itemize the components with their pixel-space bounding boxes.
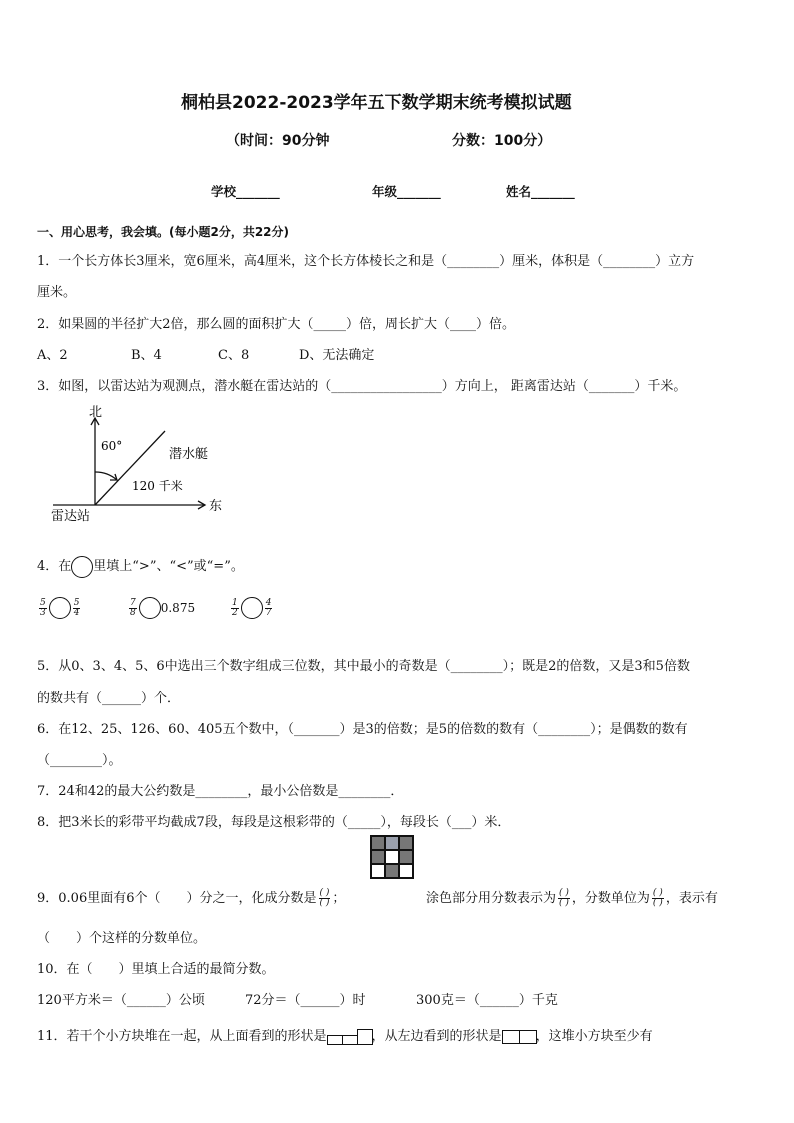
fraction-blank[interactable]: $\frac{( )}{( )}$ [559, 888, 569, 908]
grid-cell-shaded [371, 850, 385, 864]
option-b[interactable]: B、4 [131, 348, 162, 363]
question-9-text-d: ，分数单位为 [571, 891, 650, 906]
question-11-text-b: ，从左边看到的形状是 [371, 1029, 502, 1044]
fraction-blank[interactable]: $\frac{( )}{( )}$ [652, 888, 663, 908]
section-heading: 一、用心思考，我会填。(每小题2分，共22分) [37, 225, 290, 239]
compare-item-2 [127, 597, 195, 619]
grid-cell-shaded [371, 836, 385, 850]
shaded-grid [370, 835, 414, 879]
target-label: 潜水艇 [169, 447, 209, 462]
question-5-line-2: 的数共有（______）个． [37, 691, 181, 706]
grid-cell-shaded [385, 864, 399, 878]
question-10-item-1: 120平方米＝（______）公顷 [37, 993, 205, 1008]
angle-arc [95, 472, 117, 480]
grade-field[interactable]: 年级_______ [372, 184, 441, 199]
question-9-line-1 [37, 887, 345, 908]
name-field[interactable]: 姓名_______ [506, 184, 575, 199]
compare-circle-1[interactable] [49, 597, 71, 619]
question-9-line-1b [426, 887, 718, 908]
grid-cell [399, 864, 413, 878]
question-1-line-1: 1．一个长方体长3厘米，宽6厘米，高4厘米，这个长方体棱长之和是（________）厘米，体积是（________）立方 [37, 254, 695, 269]
north-label: 北 [89, 405, 103, 420]
grid-cell-shaded [399, 836, 413, 850]
compare-circle-3[interactable] [241, 597, 263, 619]
fraction: $\frac{1}{2}$ [232, 597, 238, 618]
top-view-shape [327, 1029, 372, 1045]
left-view-shape [502, 1030, 536, 1044]
compare-item-3 [229, 597, 274, 619]
question-1-line-2: 厘米。 [37, 285, 77, 300]
question-6-line-2: （________）。 [37, 753, 122, 768]
option-c[interactable]: C、8 [218, 348, 250, 363]
question-4-text-a: 4．在 [37, 559, 72, 574]
question-11-text-a: 11．若干个小方块堆在一起，从上面看到的形状是 [37, 1029, 327, 1044]
option-a[interactable]: A、2 [37, 348, 68, 363]
radar-diagram [45, 400, 245, 530]
exam-time: （时间：90分钟 [226, 133, 330, 149]
origin-label: 雷达站 [51, 509, 91, 524]
question-8: 8．把3米长的彩带平均截成7段，每段是这根彩带的（_____），每段长（___）米． [37, 815, 511, 830]
compare-item-1 [37, 597, 82, 619]
fraction: $\frac{5}{4}$ [73, 597, 80, 618]
fraction: $\frac{5}{3}$ [40, 597, 46, 618]
question-9-text-b: ； [332, 891, 346, 906]
question-10-item-2: 72分＝（______）时 [245, 993, 366, 1008]
page-title: 桐柏县2022-2023学年五下数学期末统考模拟试题 [181, 93, 572, 113]
east-label: 东 [209, 499, 223, 514]
question-6-line-1: 6．在12、25、126、60、405五个数中，（_______）是3的倍数；是5的倍数的数有（________）；是偶数的数有 [37, 722, 688, 737]
fraction: $\frac{4}{7}$ [265, 597, 272, 618]
question-11 [37, 1025, 653, 1045]
option-d[interactable]: D、无法确定 [299, 348, 375, 363]
question-9-text-c: 涂色部分用分数表示为 [426, 891, 557, 906]
question-9-text-a: 9．0.06里面有6个（ ）分之一，化成分数是 [37, 891, 317, 906]
angle-label: 60° [101, 439, 123, 453]
grid-cell-shaded [399, 850, 413, 864]
question-10: 10．在（ ）里填上合适的最简分数。 [37, 962, 275, 977]
exam-score: 分数：100分） [452, 133, 552, 149]
question-9-text-e: ，表示有 [665, 891, 718, 906]
question-7: 7．24和42的最大公约数是________，最小公倍数是________． [37, 784, 404, 799]
compare-circle-2[interactable] [139, 597, 161, 619]
question-5-line-1: 5．从0、3、4、5、6中选出三个数字组成三位数，其中最小的奇数是（________）；既是2的倍数，又是3和5倍数 [37, 659, 690, 674]
distance-label: 120 千米 [132, 479, 183, 493]
compare-circle-icon [71, 556, 93, 578]
decimal-value: 0.875 [160, 601, 196, 615]
question-9-line-2: （ ）个这样的分数单位。 [37, 931, 207, 946]
school-field[interactable]: 学校_______ [211, 184, 280, 199]
question-2: 2．如果圆的半径扩大2倍，那么圆的面积扩大（_____）倍，周长扩大（____）倍。 [37, 317, 516, 332]
grid-cell [385, 850, 399, 864]
question-10-item-3: 300克＝（______）千克 [416, 993, 558, 1008]
question-4 [37, 555, 244, 578]
grid-cell-shaded [385, 836, 399, 850]
fraction-blank[interactable]: $\frac{( )}{( )}$ [319, 888, 330, 908]
question-4-text-b: 里填上“>”、“<”或“=”。 [93, 559, 244, 574]
grid-cell [371, 864, 385, 878]
question-11-text-c: ，这堆小方块至少有 [535, 1029, 653, 1044]
question-3: 3．如图，以雷达站为观测点，潜水艇在雷达站的（_________________）方向上， 距离雷达站（_______）千米。 [37, 379, 687, 394]
fraction: $\frac{7}{8}$ [130, 597, 136, 618]
